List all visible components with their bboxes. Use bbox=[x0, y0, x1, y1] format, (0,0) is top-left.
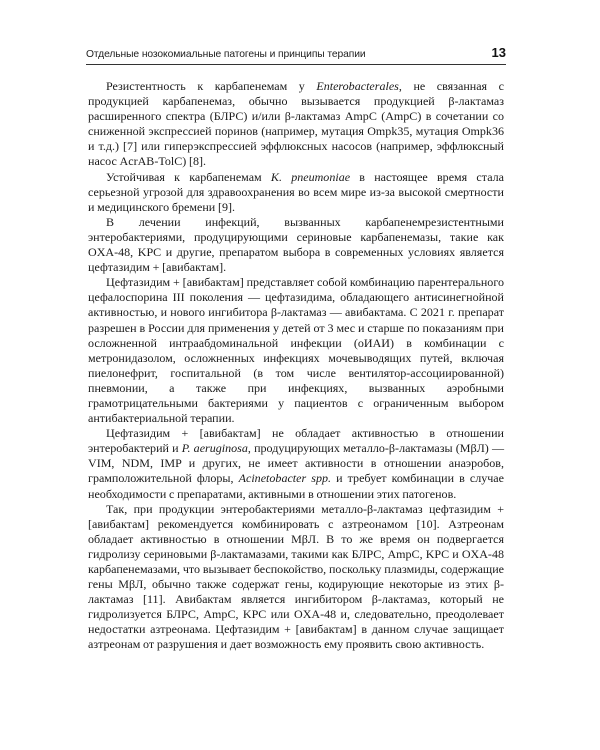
italic-term: P. aeruginosa bbox=[181, 441, 248, 456]
paragraph bbox=[88, 215, 504, 275]
body-text bbox=[88, 79, 504, 653]
text-run: Так, при продукции энтеробактериями металло-β-лактамаз цефтазидим + [авибактам] рекомендуется комбинировать с азтреонамом [10]. Азтреонам обладает активностью в отношении МβЛ. В то же время он подвергается гидролизу сериновыми β-лактамазами, такими как БЛРС, AmpC, KPC и OXA-48 карбапенемазами, что вызывает беспокойство, поскольку плазмиды, содержащие гены МβЛ, обычно также содержат гены, кодирующие некоторые из этих β-лактамаз [11]. Авибактам является ингибитором β-лактамаз, который не гидролизуется БЛРС, AmpC, KPC или OXA-48 и, следовательно, преодолевает недостатки азтреонама. Цефтазидим + [авибактам] в данном случае защищает азтреонам от разрушения и дает возможность ему проявить свою активность. bbox=[88, 501, 504, 652]
text-run: , продуцирующих металло-β-лактамазы (МβЛ) — VIM, NDM, IMP и других, не имеет активности в отношении анаэробов, грамположительной флоры, bbox=[88, 441, 504, 486]
text-run: , не связанная с продукцией карбапенемаз, обычно вызывается продукцией β-лактамаз расширенного спектра (БЛРС) и/или β-лактамаз AmpC (AmpC) в сочетании со сниженной экспрессией поринов (например, мутация Ompk35, мутация Ompk36 и т.д.) [7] или гиперэкспрессией эффлюксных насосов (например, эффлюксный насос AcrAB-TolC) [8]. bbox=[88, 79, 504, 169]
text-run: Устойчивая к карбапенемам bbox=[106, 169, 271, 184]
paragraph bbox=[88, 502, 504, 653]
text-run: Цефтазидим + [авибактам] представляет собой комбинацию парентерального цефалоспорина III поколения — цефтазидима, обладающего антисинегнойной активностью, и нового ингибитора β-лактамаз — авибактама. С 2021 г. препарат разрешен в России для применения у детей от 3 мес и старше по показаниям при осложненной интраабдоминальной инфекции (оИАИ) в комбинации с метронидазолом, осложненных инфекциях мочевыводящих путей, включая пиелонефрит, госпитальной (в том числе вентилятор-ассоциированной) пневмонии, а также при инфекциях, вызванных аэробными грамотрицательными бактериями у пациентов с ограниченным выбором антибактериальной терапии. bbox=[88, 275, 504, 426]
italic-term: K. pneumoniae bbox=[270, 169, 351, 184]
paragraph bbox=[88, 275, 504, 426]
paragraph bbox=[88, 426, 504, 501]
paragraph bbox=[88, 170, 504, 215]
text-run: и требует комбинации в случае необходимости с препаратами, активными в отношении этих патогенов. bbox=[88, 471, 504, 501]
italic-term: Enterobacterales bbox=[316, 79, 399, 93]
text-run: в настоящее время стала серьезной угрозой для здравоохранения во всем мире из-за высокой смертности и медицинского бремени [9]. bbox=[88, 169, 505, 214]
header-rule bbox=[86, 64, 506, 65]
text-run: Резистентность к карбапенемам у bbox=[106, 79, 317, 93]
text-run: В лечении инфекций, вызванных карбапенемрезистентными энтеробактериями, продуцирующими сериновые карбапенемазы, такие как OXA-48, KPC и другие, препаратом выбора в современных условиях является цефтазидим + [авибактам]. bbox=[88, 214, 504, 275]
running-title: Отдельные нозокомиальные патогены и принципы терапии bbox=[86, 49, 366, 60]
italic-term: Acinetobacter spp. bbox=[238, 471, 332, 486]
page-header bbox=[86, 45, 506, 60]
page-number: 13 bbox=[491, 45, 506, 60]
text-run: Цефтазидим + [авибактам] не обладает активностью в отношении энтеробактерий и bbox=[88, 426, 504, 456]
paragraph bbox=[88, 79, 504, 170]
